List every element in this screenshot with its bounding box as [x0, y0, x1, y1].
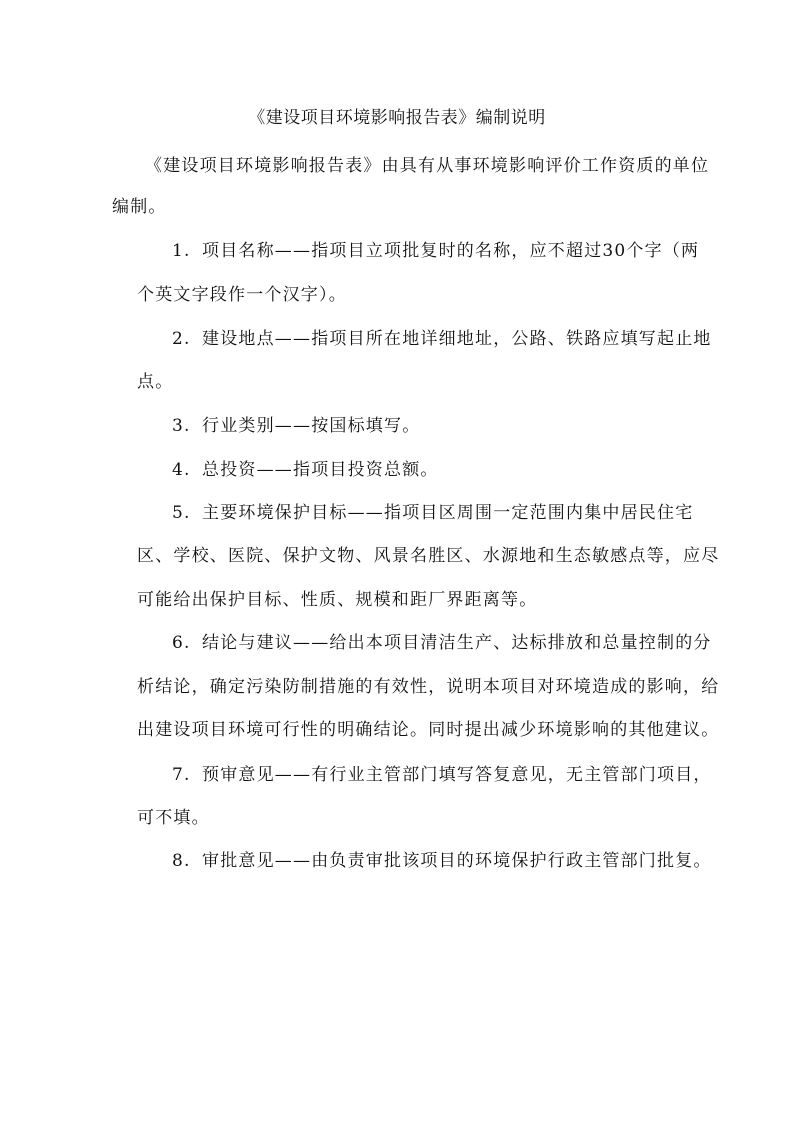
document-title: 《建设项目环境影响报告表》编制说明	[248, 108, 546, 128]
item-text: 结论与建议——给出本项目清洁生产、达标排放和总量控制的分	[202, 633, 712, 653]
item-text: 项目名称——指项目立项批复时的名称，应不超过30个字（两	[202, 241, 700, 261]
item-text: 建设地点——指项目所在地详细地址，公路、铁路应填写起止地	[202, 329, 712, 349]
item-number: 8.	[172, 851, 191, 871]
item-text: 主要环境保护目标——指项目区周围一定范围内集中居民住宅	[202, 503, 694, 523]
list-item-5-cont-2: 可能给出保护目标、性质、规模和距厂界距离等。	[137, 590, 538, 610]
list-item-2	[172, 326, 712, 352]
list-item-5-cont-1: 区、学校、医院、保护文物、风景名胜区、水源地和生态敏感点等，应尽	[137, 546, 720, 566]
list-item-1	[172, 238, 699, 264]
intro-line-1: 《建设项目环境影响报告表》由具有从事环境影响评价工作资质的单位	[145, 156, 710, 176]
item-number: 7.	[172, 765, 191, 785]
list-item-6-cont-1: 析结论，确定污染防制措施的有效性，说明本项目对环境造成的影响，给	[137, 677, 720, 697]
item-number: 1.	[172, 241, 191, 261]
list-item-2-cont: 点。	[137, 372, 174, 392]
list-item-6	[172, 630, 712, 656]
item-number: 3.	[172, 416, 191, 436]
list-item-3	[172, 413, 420, 439]
list-item-7	[172, 762, 712, 788]
list-item-8	[172, 848, 712, 874]
item-text: 行业类别——按国标填写。	[202, 416, 421, 436]
item-text: 预审意见——有行业主管部门填写答复意见，无主管部门项目，	[202, 765, 712, 785]
item-number: 4.	[172, 460, 191, 480]
item-text: 审批意见——由负责审批该项目的环境保护行政主管部门批复。	[202, 851, 712, 871]
item-number: 6.	[172, 633, 191, 653]
list-item-1-cont: 个英文字段作一个汉字）。	[137, 285, 347, 305]
item-text: 总投资——指项目投资总额。	[202, 460, 439, 480]
item-number: 2.	[172, 329, 191, 349]
list-item-6-cont-2: 出建设项目环境可行性的明确结论。同时提出减少环境影响的其他建议。	[137, 720, 720, 740]
list-item-7-cont: 可不填。	[137, 808, 210, 828]
list-item-5	[172, 500, 693, 526]
list-item-4	[172, 457, 439, 483]
item-number: 5.	[172, 503, 191, 523]
intro-line-2: 编制。	[112, 197, 167, 217]
